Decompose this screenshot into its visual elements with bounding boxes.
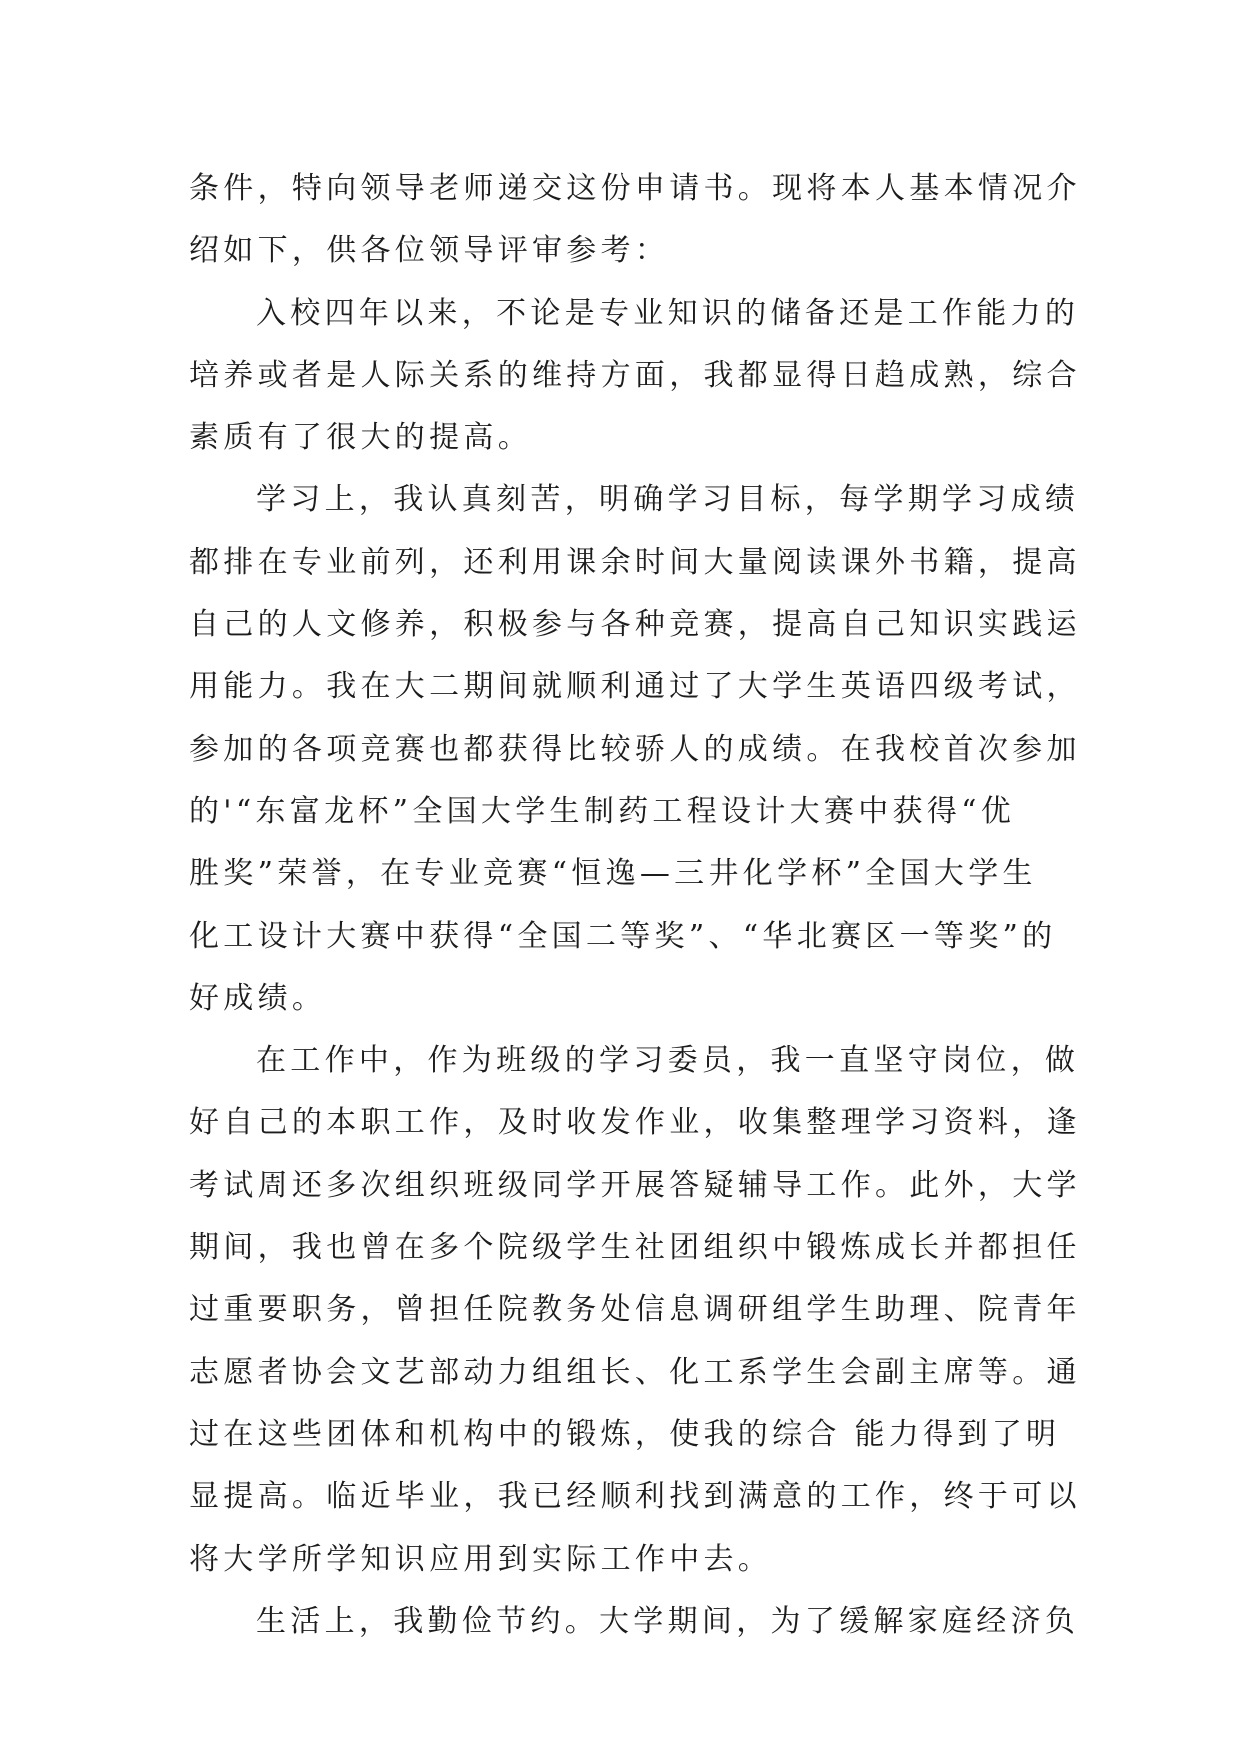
text-line: 的'“东富龙杯”全国大学生制药工程设计大赛中获得“优 <box>189 793 1016 829</box>
text-line: 考试周还多次组织班级同学开展答疑辅导工作。此外，大学 <box>189 1167 1081 1203</box>
text-line: 自己的人文修养，积极参与各种竞赛，提高自己知识实践运 <box>189 607 1081 643</box>
paragraph-first-line: 在工作中，作为班级的学习委员，我一直坚守岗位，做 <box>256 1043 1080 1079</box>
text-line: 好自己的本职工作，及时收发作业，收集整理学习资料，逢 <box>189 1105 1081 1141</box>
text-line: 期间，我也曾在多个院级学生社团组织中锻炼成长并都担任 <box>189 1230 1081 1266</box>
text-line: 胜奖”荣誉，在专业竞赛“恒逸—三井化学杯”全国大学生 <box>189 856 1037 892</box>
text-line: 绍如下，供各位领导评审参考： <box>189 233 670 269</box>
text-line: 将大学所学知识应用到实际工作中去。 <box>189 1541 773 1577</box>
text-line: 素质有了很大的提高。 <box>189 420 532 456</box>
text-line: 好成绩。 <box>189 980 327 1016</box>
text-line: 过在这些团体和机构中的锻炼，使我的综合 能力得到了明 <box>189 1416 1061 1452</box>
text-line: 显提高。临近毕业，我已经顺利找到满意的工作，终于可以 <box>189 1479 1081 1515</box>
text-line: 志愿者协会文艺部动力组组长、化工系学生会副主席等。通 <box>189 1354 1081 1390</box>
text-line: 过重要职务，曾担任院教务处信息调研组学生助理、院青年 <box>189 1292 1081 1328</box>
paragraph-first-line: 学习上，我认真刻苦，明确学习目标，每学期学习成绩 <box>256 482 1080 518</box>
text-line: 化工设计大赛中获得“全国二等奖”、“华北赛区一等奖”的 <box>189 918 1057 954</box>
paragraph-first-line: 入校四年以来，不论是专业知识的储备还是工作能力的 <box>256 295 1080 331</box>
paragraph-first-line: 生活上，我勤俭节约。大学期间，为了缓解家庭经济负 <box>256 1603 1080 1639</box>
text-line: 条件，特向领导老师递交这份申请书。现将本人基本情况介 <box>189 171 1081 206</box>
text-line: 培养或者是人际关系的维持方面，我都显得日趋成熟，综合 <box>189 357 1081 393</box>
document-body <box>189 158 1081 1653</box>
text-line: 都排在专业前列，还利用课余时间大量阅读课外书籍，提高 <box>189 544 1081 580</box>
text-line: 用能力。我在大二期间就顺利通过了大学生英语四级考试， <box>189 669 1081 705</box>
text-line: 参加的各项竞赛也都获得比较骄人的成绩。在我校首次参加 <box>189 731 1081 767</box>
